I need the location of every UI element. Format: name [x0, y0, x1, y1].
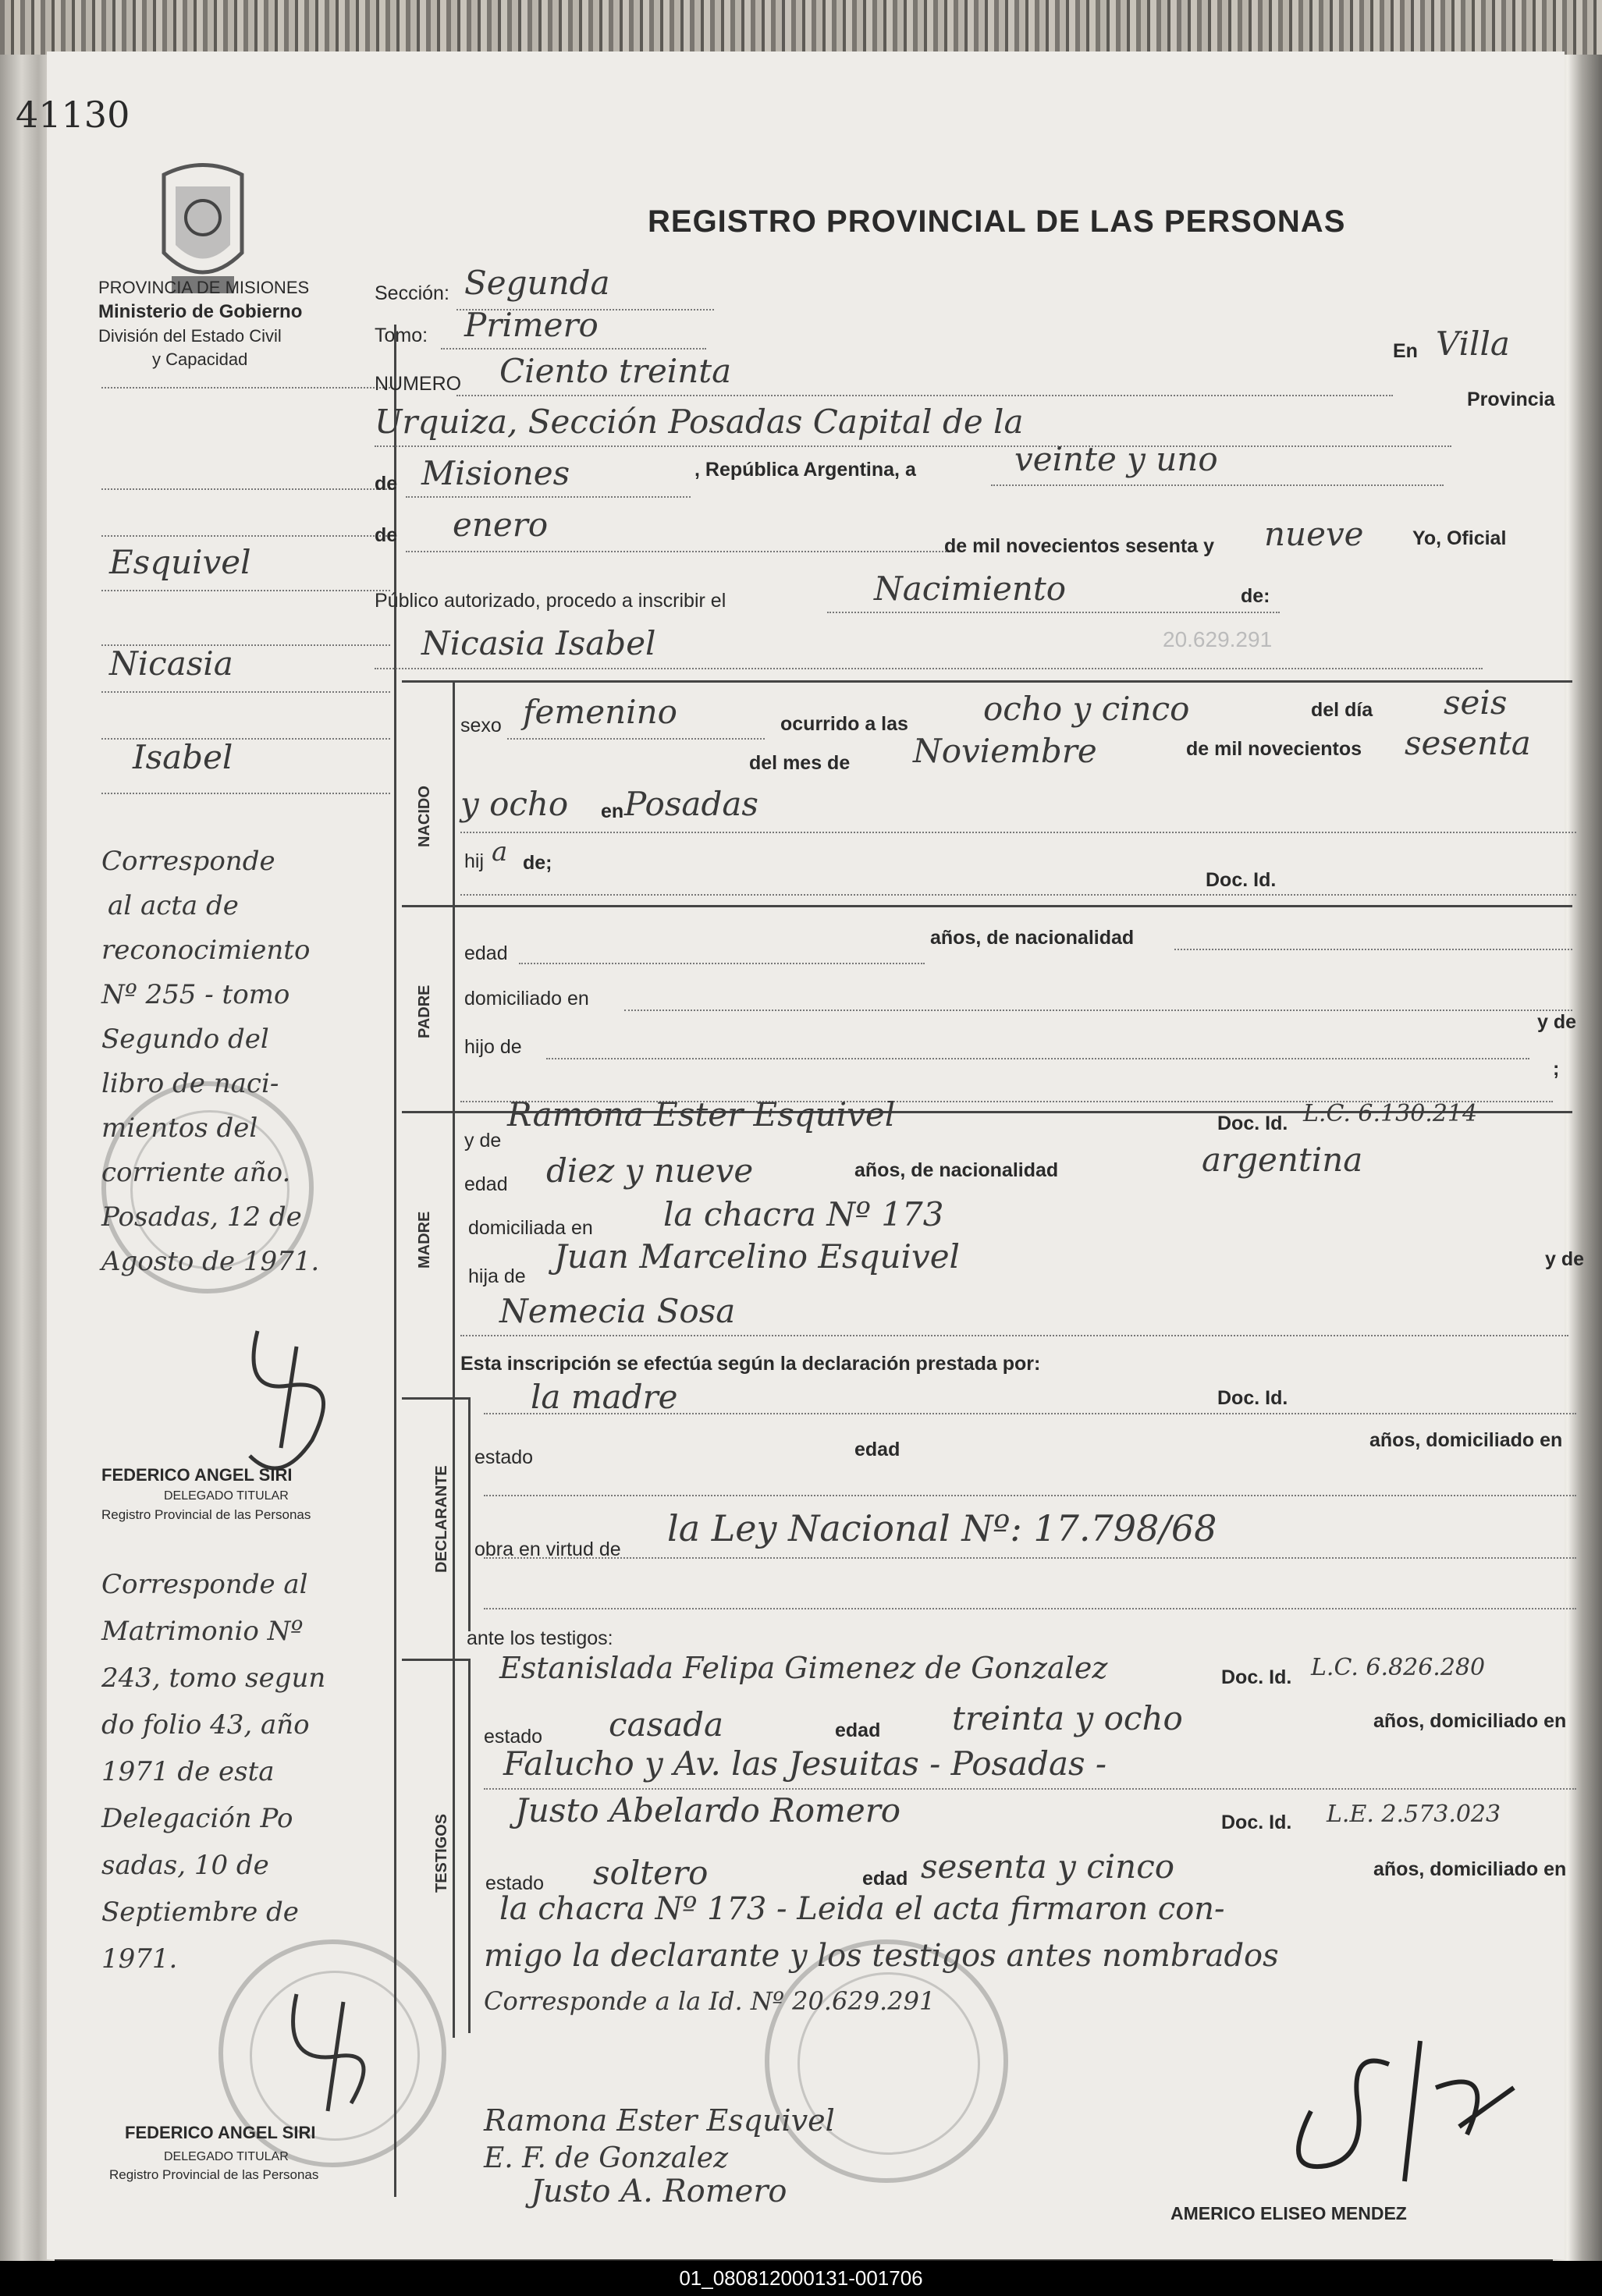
y-de-madre-label-2: y de: [1545, 1248, 1585, 1270]
testigos-label: ante los testigos:: [467, 1627, 613, 1649]
official-stamp: [101, 1081, 314, 1293]
nombre-value: Nicasia Isabel: [421, 624, 656, 662]
lugar-value: Posadas: [624, 785, 758, 823]
tomo-value: Primero: [464, 306, 599, 344]
testigo-2-nombre: Justo Abelardo Romero: [515, 1791, 901, 1829]
padre-semicolon: ;: [1553, 1058, 1560, 1080]
en-label: En: [1393, 340, 1418, 362]
anio-value: nueve: [1264, 515, 1364, 553]
doc-declarante-label: Doc. Id.: [1217, 1387, 1288, 1409]
mes-nac-value: Noviembre: [913, 732, 1097, 770]
republica-label: , República Argentina, a: [694, 459, 916, 481]
office-line-3: División del Estado Civil: [98, 326, 282, 346]
seccion-value: Segunda: [464, 264, 610, 302]
delegate-2-office: Registro Provincial de las Personas: [109, 2167, 319, 2182]
anos-declarante-label: años, domiciliado en: [1369, 1429, 1563, 1451]
de-label: de: [375, 473, 398, 495]
sexo-label: sexo: [460, 715, 502, 736]
delegate-1-name: FEDERICO ANGEL SIRI: [101, 1465, 293, 1485]
en-value: Villa: [1436, 325, 1510, 363]
delegate-1-role: DELEGADO TITULAR: [164, 1489, 289, 1503]
numero-label: NUMERO: [375, 373, 462, 395]
place-value: Urquiza, Sección Posadas Capital de la: [375, 403, 1024, 441]
office-line-4: y Capacidad: [152, 350, 248, 369]
edad-testigo-2-value: sesenta y cinco: [921, 1847, 1175, 1886]
del-mes-label: del mes de: [749, 752, 851, 774]
margin-note-2: Corresponde al Matrimonio Nº 243, tomo segun do folio 43, año 1971 de esta Delegación Po sadas, 10 de Septiembre de 1971.: [101, 1569, 326, 1975]
domicilio-testigo-1-value: Falucho y Av. las Jesuitas - Posadas -: [503, 1744, 1107, 1783]
provincia-value: Misiones: [421, 454, 570, 492]
acto-value: Nacimiento: [874, 570, 1067, 608]
hora-value: ocho y cinco: [983, 690, 1190, 728]
doc-testigo-1-value: L.C. 6.826.280: [1311, 1654, 1486, 1681]
hijo-de-label: de;: [523, 852, 552, 874]
hijo-value: a: [492, 836, 508, 868]
estado-declarante-label: estado: [474, 1446, 534, 1468]
section-testigos: TESTIGOS: [433, 1813, 450, 1893]
margin-middle-name: Isabel: [133, 738, 233, 776]
padre-de-madre-value: Juan Marcelino Esquivel: [554, 1237, 960, 1276]
book-top-edge: [0, 0, 1602, 55]
yo-oficial-label: Yo, Oficial: [1412, 527, 1507, 549]
de-colon-label: de:: [1241, 585, 1270, 607]
office-line-1: PROVINCIA DE MISIONES: [98, 278, 310, 297]
hija-de-label: hija de: [468, 1265, 526, 1287]
tomo-label: Tomo:: [375, 325, 428, 346]
anio-nac-value-2: y ocho: [460, 785, 569, 823]
anos-madre-label: años, de nacionalidad: [854, 1159, 1059, 1181]
de-mil-nac-label: de mil novecientos: [1186, 738, 1362, 760]
mes-value: enero: [453, 506, 549, 544]
obra-value: la Ley Nacional Nº: 17.798/68: [667, 1507, 1217, 1549]
section-padre: PADRE: [416, 985, 433, 1038]
doc-madre-label: Doc. Id.: [1217, 1113, 1288, 1134]
obra-label: obra en virtud de: [474, 1538, 621, 1560]
publico-label: Público autorizado, procedo a inscribir el: [375, 590, 726, 612]
nacionalidad-madre-value: argentina: [1202, 1141, 1363, 1179]
edad-testigo-1-value: treinta y ocho: [952, 1699, 1183, 1737]
seccion-label: Sección:: [375, 282, 449, 304]
madre-de-madre-value: Nemecia Sosa: [499, 1292, 736, 1330]
doc-madre-value: L.C. 6.130.214: [1303, 1100, 1478, 1127]
en-nac-label: en: [601, 800, 624, 822]
dia-nac-value: seis: [1444, 683, 1508, 722]
doc-testigo-2-value: L.E. 2.573.023: [1327, 1801, 1501, 1828]
estado-testigo-2-value: soltero: [593, 1854, 709, 1892]
page-title: REGISTRO PROVINCIAL DE LAS PERSONAS: [648, 204, 1346, 239]
doc-testigo-2-label: Doc. Id.: [1221, 1812, 1292, 1833]
footer-image-id: 01_080812000131-001706: [0, 2261, 1602, 2296]
estado-testigo-1-label: estado: [484, 1726, 543, 1748]
hijo-label: hij: [464, 850, 485, 872]
y-de-madre-label: y de: [464, 1130, 502, 1152]
closing-text: migo la declarante y los testigos antes nombrados: [484, 1938, 1279, 1974]
margin-surname: Esquivel: [109, 543, 251, 581]
document-page: [16, 51, 1585, 2259]
domicilio-testigo-2-value: la chacra Nº 173 - Leida el acta firmaron con-: [499, 1891, 1225, 1927]
edad-madre-value: diez y nueve: [546, 1152, 754, 1190]
anos-padre-label: años, de nacionalidad: [930, 927, 1135, 949]
page-number: 41130: [16, 94, 130, 136]
signature-witness-1: E. F. de Gonzalez: [484, 2142, 729, 2174]
delegate-1-office: Registro Provincial de las Personas: [101, 1507, 311, 1522]
ocurrido-label: ocurrido a las: [780, 713, 908, 735]
anio-nac-value: sesenta: [1405, 724, 1531, 762]
edad-madre-label: edad: [464, 1173, 508, 1195]
official-stamp: [765, 1939, 1008, 2183]
signature-official: [1264, 2017, 1529, 2197]
edad-testigo-2-label: edad: [862, 1868, 908, 1890]
id-note: Corresponde a la Id. Nº 20.629.291: [484, 1986, 936, 2016]
signature-delegate-2: [265, 1971, 390, 2127]
edad-padre-label: edad: [464, 942, 508, 964]
edad-testigo-1-label: edad: [835, 1719, 881, 1741]
delegate-2-name: FEDERICO ANGEL SIRI: [125, 2123, 316, 2142]
delegate-2-role: DELEGADO TITULAR: [164, 2150, 289, 2163]
signature-witness-2: Justo A. Romero: [531, 2174, 787, 2209]
del-dia-label: del día: [1311, 699, 1373, 721]
declaracion-label: Esta inscripción se efectúa según la declaración prestada por:: [460, 1353, 1041, 1375]
official-name: AMERICO ELISEO MENDEZ: [1170, 2203, 1407, 2223]
estado-testigo-1-value: casada: [609, 1705, 724, 1744]
domicilio-madre-value: la chacra Nº 173: [663, 1195, 944, 1233]
estado-testigo-2-label: estado: [485, 1872, 545, 1894]
margin-first-name: Nicasia: [109, 644, 233, 683]
testigo-1-nombre: Estanislada Felipa Gimenez de Gonzalez: [499, 1651, 1108, 1685]
sexo-value: femenino: [523, 693, 677, 731]
domiciliada-label: domiciliada en: [468, 1217, 593, 1239]
faint-id-number: 20.629.291: [1163, 627, 1273, 651]
madre-nombre-value: Ramona Ester Esquivel: [507, 1095, 896, 1134]
provincia-label: Provincia: [1467, 389, 1555, 410]
hijo-de-padre-label: hijo de: [464, 1036, 522, 1058]
signature-mother: Ramona Ester Esquivel: [484, 2103, 835, 2138]
margin-note-1: Corresponde al acta de reconocimiento Nº 255 - tomo Segundo del libro de naci- mientos del corriente año. Posadas, 12 de Agosto de 1971.: [101, 846, 320, 1277]
y-de-padre-label: y de: [1537, 1011, 1577, 1033]
declarante-value: la madre: [531, 1378, 678, 1416]
dia-value: veinte y uno: [1014, 440, 1218, 478]
doc-label-nac: Doc. Id.: [1206, 869, 1277, 891]
section-nacido: NACIDO: [416, 786, 433, 847]
anos-testigo-2-label: años, domiciliado en: [1373, 1858, 1567, 1880]
section-declarante: DECLARANTE: [433, 1465, 450, 1573]
edad-declarante-label: edad: [854, 1439, 900, 1460]
domiciliado-padre-label: domiciliado en: [464, 988, 589, 1010]
anos-testigo-1-label: años, domiciliado en: [1373, 1710, 1567, 1732]
section-madre: MADRE: [416, 1211, 433, 1269]
office-line-2: Ministerio de Gobierno: [98, 301, 303, 322]
de-label-2: de: [375, 524, 398, 546]
numero-value: Ciento treinta: [499, 352, 732, 390]
doc-testigo-1-label: Doc. Id.: [1221, 1666, 1292, 1688]
de-mil-label: de mil novecientos sesenta y: [944, 535, 1214, 557]
